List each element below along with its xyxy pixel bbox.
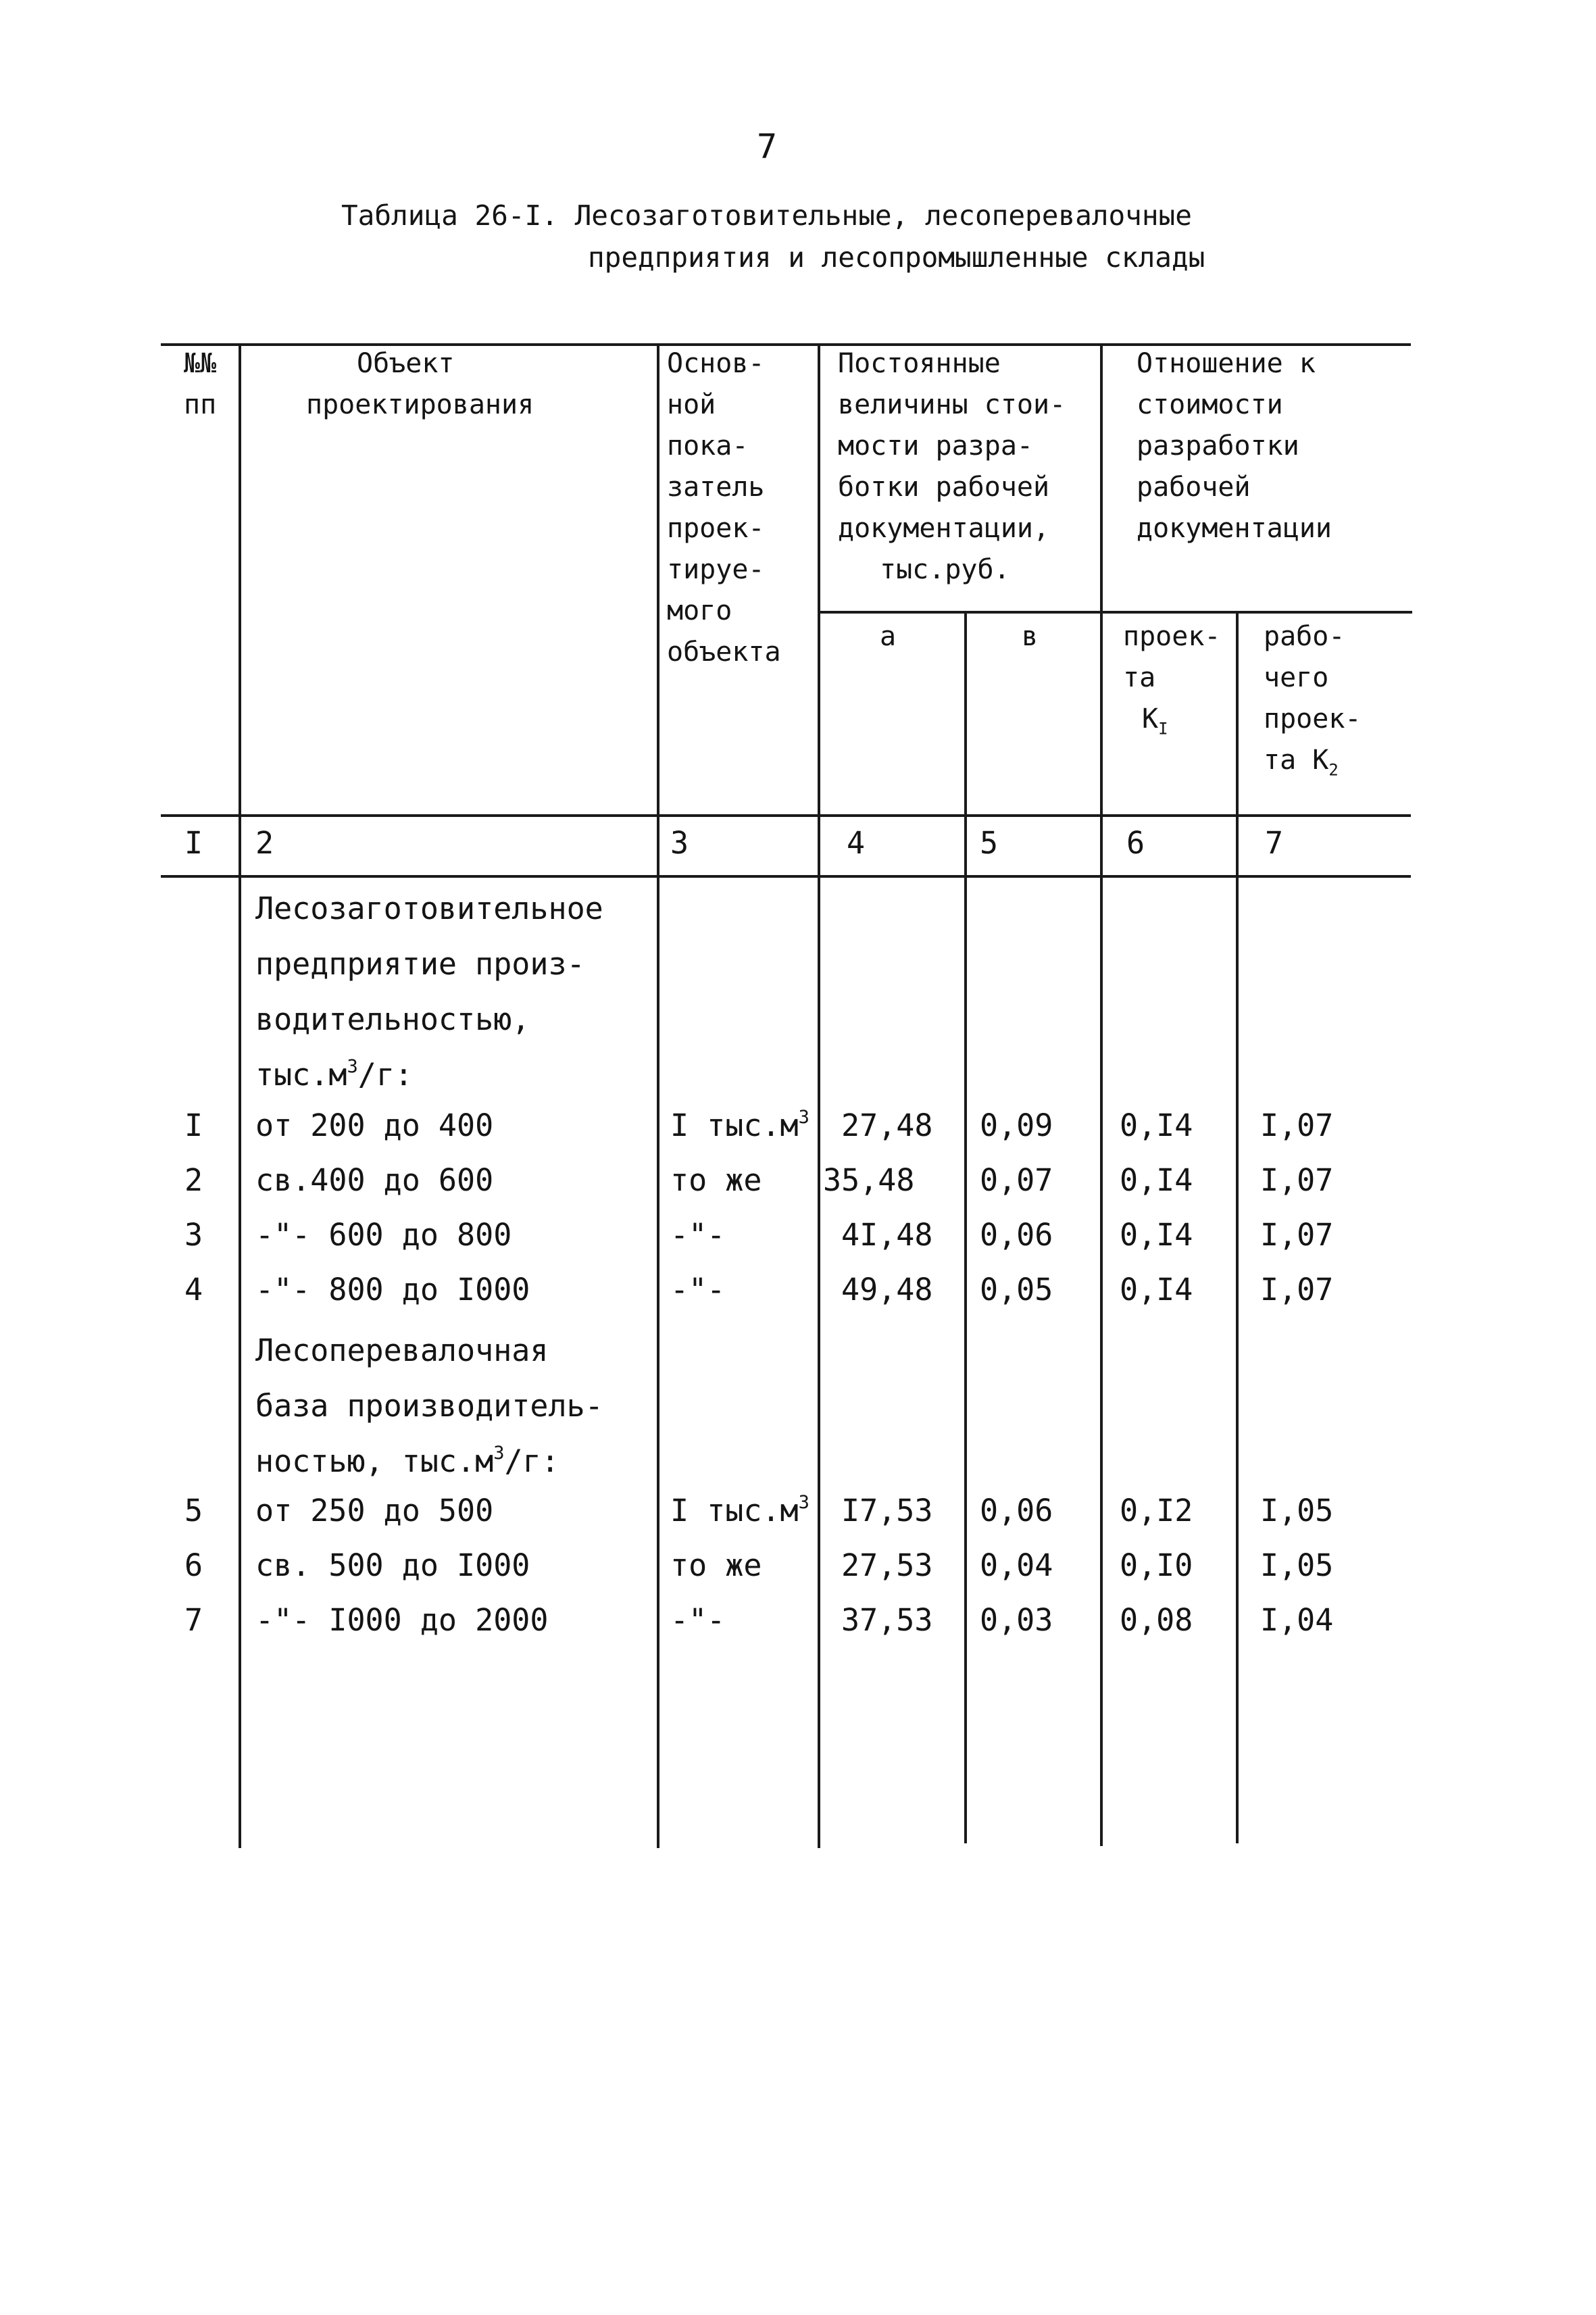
row-value-b: 0,07: [980, 1162, 1053, 1198]
row-value-k2: I,05: [1260, 1547, 1334, 1583]
caption-line-1: Таблица 26-I. Лесозаготовительные, лесоперевалочные: [341, 199, 1192, 232]
row-indicator: -"-: [670, 1272, 726, 1308]
row-value-k1: 0,I4: [1120, 1162, 1193, 1198]
column-number-6: 6: [1126, 825, 1145, 861]
section-heading-logging-enterprise: Лесозаготовительное предприятие произ- водительностью, $тыс.м^3/г$:: [255, 891, 603, 1093]
column-divider-5: [1100, 345, 1103, 1846]
header-working-project-k2: рабо- чего проек- та $К_2$: [1264, 621, 1362, 780]
header-column-b: в: [1022, 621, 1039, 652]
row-value-b: 0,05: [980, 1272, 1053, 1308]
row-indicator: I $тыс.м^3$: [670, 1107, 809, 1143]
row-value-k2: I,07: [1260, 1217, 1334, 1253]
row-value-k1: 0,I4: [1120, 1217, 1193, 1253]
column-number-1: I: [184, 825, 203, 861]
row-value-k2: I,07: [1260, 1107, 1334, 1143]
row-number: 2: [184, 1162, 203, 1198]
row-value-a: 37,53: [841, 1602, 933, 1638]
column-number-2: 2: [255, 825, 274, 861]
header-constant-costs: Постоянные величины стои- мости разра- ботки рабочей документации, тыс.руб.: [838, 348, 1066, 585]
row-object: св. 500 до I000: [255, 1547, 530, 1583]
row-number: I: [184, 1107, 203, 1143]
row-value-k1: 0,I2: [1120, 1493, 1193, 1528]
column-divider-2: [657, 345, 659, 1848]
row-value-a: 49,48: [841, 1272, 933, 1308]
row-value-k2: I,07: [1260, 1162, 1334, 1198]
row-indicator: то же: [670, 1547, 762, 1583]
header-project-k1: проек- та $К_I$: [1123, 621, 1221, 739]
row-value-b: 0,03: [980, 1602, 1053, 1638]
row-object: -"- I000 до 2000: [255, 1602, 549, 1638]
page-number: 7: [757, 127, 778, 166]
row-value-k1: 0,I4: [1120, 1272, 1193, 1308]
subheader-rule-k1-k2: [1101, 611, 1412, 614]
row-indicator: I $тыс.м^3$: [670, 1492, 809, 1528]
subheader-rule-a-b: [818, 611, 1101, 614]
column-divider-6: [1236, 612, 1239, 1843]
row-object: св.400 до 600: [255, 1162, 494, 1198]
column-divider-1: [239, 345, 241, 1848]
header-column-a: а: [880, 621, 897, 652]
row-value-b: 0,04: [980, 1547, 1053, 1583]
row-value-k1: 0,I0: [1120, 1547, 1193, 1583]
column-number-7: 7: [1265, 825, 1284, 861]
header-cost-ratio: Отношение к стоимости разработки рабочей документации: [1137, 348, 1332, 544]
row-object: -"- 600 до 800: [255, 1217, 512, 1253]
header-object: Объект проектирования: [306, 348, 534, 420]
row-value-b: 0,09: [980, 1107, 1053, 1143]
column-divider-3: [818, 345, 820, 1848]
column-numbers-bottom-rule: [161, 875, 1411, 878]
column-number-4: 4: [847, 825, 866, 861]
table-caption: [341, 195, 1205, 278]
row-number: 6: [184, 1547, 203, 1583]
section-heading-transshipment-base: Лесоперевалочная база производитель- ностью, $тыс.м^3/г$:: [255, 1333, 603, 1479]
row-indicator: -"-: [670, 1217, 726, 1253]
row-value-k2: I,04: [1260, 1602, 1334, 1638]
row-value-k2: I,05: [1260, 1493, 1334, 1528]
row-number: 3: [184, 1217, 203, 1253]
row-object: от 250 до 500: [255, 1493, 494, 1528]
row-object: от 200 до 400: [255, 1107, 494, 1143]
row-object: -"- 800 до I000: [255, 1272, 530, 1308]
row-value-a: 27,48: [841, 1107, 933, 1143]
row-number: 5: [184, 1493, 203, 1528]
row-indicator: то же: [670, 1162, 762, 1198]
column-number-3: 3: [670, 825, 689, 861]
header-bottom-rule: [161, 814, 1411, 817]
row-value-k2: I,07: [1260, 1272, 1334, 1308]
row-value-a: I7,53: [841, 1493, 933, 1528]
column-divider-4: [964, 612, 967, 1843]
header-number: №№ пп: [184, 348, 217, 420]
caption-line-2: предприятия и лесопромышленные склады: [588, 241, 1205, 274]
row-value-a: 4I,48: [841, 1217, 933, 1253]
row-number: 7: [184, 1602, 203, 1638]
row-value-b: 0,06: [980, 1493, 1053, 1528]
row-indicator: -"-: [670, 1602, 726, 1638]
row-value-a: 35,48: [823, 1162, 915, 1198]
column-number-5: 5: [980, 825, 999, 861]
row-value-b: 0,06: [980, 1217, 1053, 1253]
row-value-k1: 0,08: [1120, 1602, 1193, 1638]
row-value-k1: 0,I4: [1120, 1107, 1193, 1143]
row-value-a: 27,53: [841, 1547, 933, 1583]
row-number: 4: [184, 1272, 203, 1308]
header-main-indicator: Основ- ной пока- затель проек- тируе- мого объекта: [667, 348, 781, 668]
